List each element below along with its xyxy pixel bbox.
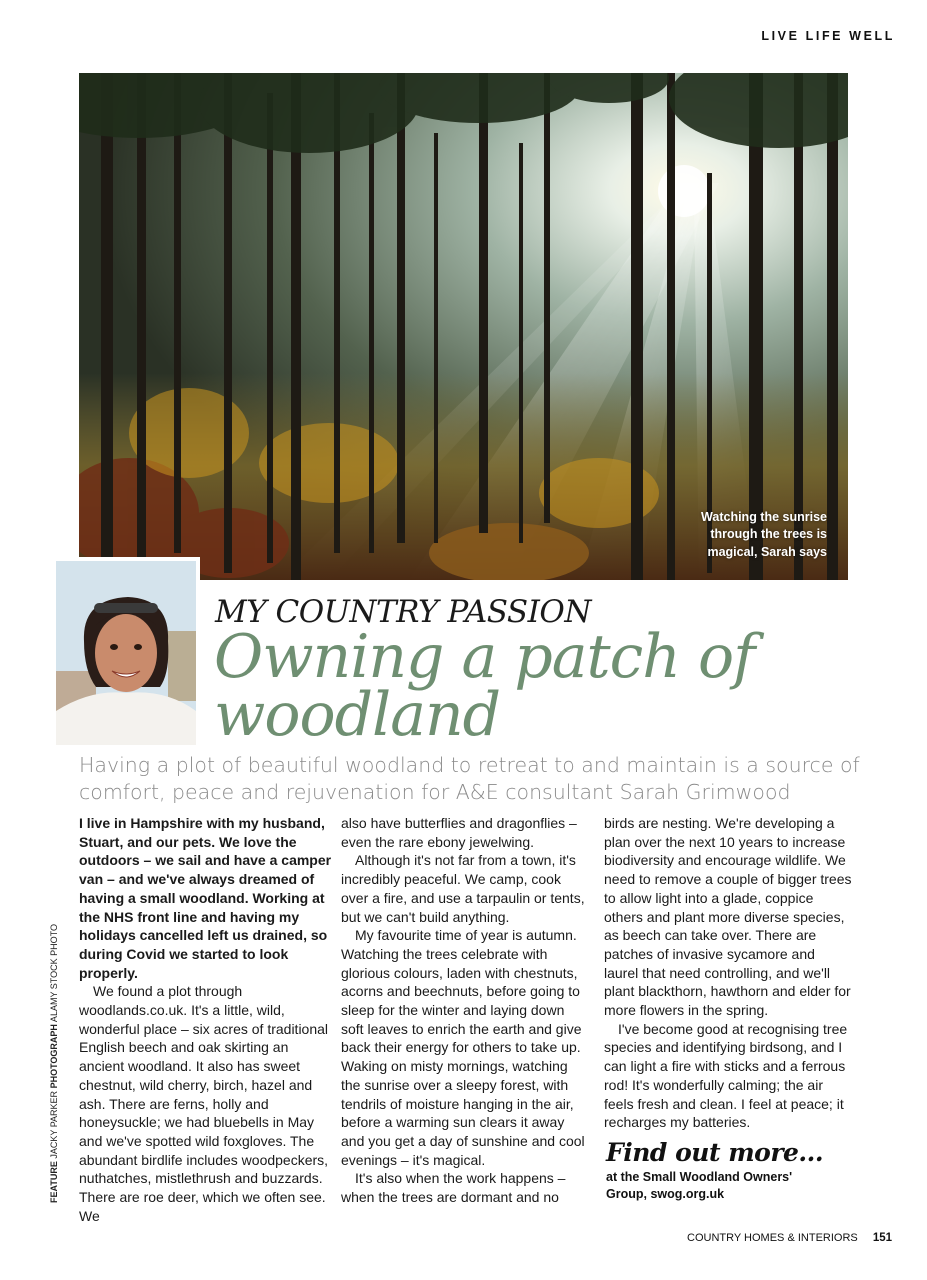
kicker: MY COUNTRY PASSION <box>215 594 591 630</box>
lead-paragraph: I live in Hampshire with my husband, Stuart, and our pets. We love the outdoors – we sail and have a camper van – and we've always dreamed of having a small woodland. Working at the NHS front line and having my holidays cancelled left us drained, so during Covid we started to look properly. <box>79 815 332 981</box>
credit-feature-label: FEATURE <box>49 1161 59 1203</box>
article-column-1 <box>79 814 335 1225</box>
hero-caption: Watching the sunrise through the trees is magical, Sarah says <box>701 509 827 559</box>
article-column-3 <box>604 814 852 1132</box>
credit-photo-label: PHOTOGRAPH <box>49 1024 59 1089</box>
body-paragraph: also have butterflies and dragonflies – even the rare ebony jewelwing. <box>341 815 577 850</box>
standfirst: Having a plot of beautiful woodland to retreat to and maintain is a source of comfort, peace and rejuvenation for A&E consultant Sarah Grimwood <box>79 753 860 804</box>
body-paragraph: I've become good at recognising tree species and identifying birdsong, and I can light a fire with sticks and a ferrous rod! It's wonderfully calming; the air feels fresh and clean. I feel at peace; it recharges my batteries. <box>604 1020 848 1131</box>
page-number: 151 <box>872 1232 892 1244</box>
photo-credit <box>48 924 60 1203</box>
find-out-more-box <box>606 1138 856 1203</box>
hero-photo-woodland <box>79 73 848 580</box>
portrait-photo <box>56 561 196 745</box>
body-paragraph: Although it's not far from a town, it's incredibly peaceful. We camp, cook over a fire, and use a tarpaulin or tents, but we can't build anything. <box>341 852 585 925</box>
body-paragraph: It's also when the work happens – when the trees are dormant and no <box>341 1170 566 1206</box>
section-label: LIVE LIFE WELL <box>761 29 895 43</box>
credit-feature-name: JACKY PARKER <box>49 1090 59 1159</box>
body-paragraph: We found a plot through woodlands.co.uk. It's a little, wild, wonderful place – six acres of traditional English beech and oak skirting an ancient woodland. It also has sweet chestnut, wild cherry, birch, hazel and ash. There are ferns, holly and honeysuckle; we had bluebells in May and we've spotted wild foxgloves. The abundant birdlife includes woodpeckers, nuthatches, mistlethrush and buzzards. There are roe deer, which we often see. We <box>79 983 329 1224</box>
forest-sunrise-illustration <box>79 73 848 580</box>
publication-name: COUNTRY HOMES & INTERIORS <box>687 1232 858 1244</box>
headline: Owning a patch of woodland <box>214 622 755 750</box>
body-paragraph: My favourite time of year is autumn. Watching the trees celebrate with glorious colours, laden with chestnuts, acorns and beechnuts, before going to sleep for the winter and laying down soft leaves to enrich the earth and give back their energy for others to take up. Waking on misty mornings, watching the sunrise over a sleepy forest, with tendrils of moisture hanging in the air, before a warming sun clears it away and you get a day of sunshine and cool evenings – it's magical. <box>341 927 585 1168</box>
find-out-more-title: Find out more... <box>606 1138 824 1167</box>
body-paragraph: birds are nesting. We're developing a plan over the next 10 years to increase biodiversity and encourage wildlife. We need to remove a couple of bigger trees to allow light into a glade, coppice others and plant more diverse species, as beech can take over. There are patches of invasive sycamore and laurel that need controlling, and we'll plant blackthorn, hawthorn and elder for more flowers in the spring. <box>604 815 852 1019</box>
article-column-2 <box>341 814 589 1207</box>
page-footer <box>687 1232 892 1244</box>
credit-photo-name: ALAMY STOCK PHOTO <box>49 924 59 1023</box>
find-out-more-link[interactable]: at the Small Woodland Owners' Group, swog.org.uk <box>606 1170 793 1201</box>
author-portrait <box>56 557 200 745</box>
